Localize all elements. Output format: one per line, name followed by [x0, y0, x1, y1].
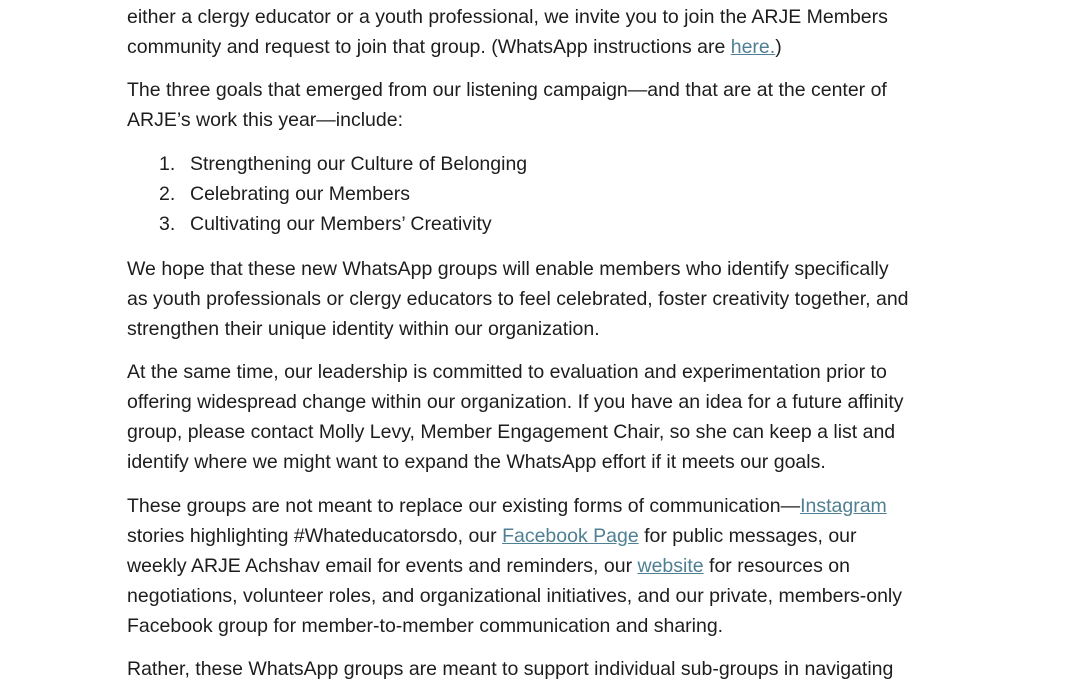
text-line: The three goals that emerged from our listening campaign—and that are at the center of [127, 79, 887, 101]
text-line: At the same time, our leadership is committed to evaluation and experimentation prior to [127, 361, 887, 383]
list-item [127, 149, 527, 179]
text-line: We hope that these new WhatsApp groups will enable members who identify specifically [127, 258, 889, 280]
text-line: ARJE’s work this year—include: [127, 109, 403, 131]
text-line: group, please contact Molly Levy, Member Engagement Chair, so she can keep a list and [127, 421, 896, 443]
text-line [127, 32, 888, 62]
text-segment: stories highlighting #Whateducatorsdo, our [127, 525, 503, 547]
text-segment: community and request to join that group. (WhatsApp instructions are [127, 36, 731, 58]
website-link[interactable]: website [637, 555, 704, 577]
whatsapp-instructions-link[interactable]: here. [730, 36, 776, 58]
text-segment: These groups are not meant to replace our existing forms of communication— [127, 495, 801, 517]
text-line [127, 521, 902, 551]
text-line: identify where we might want to expand the WhatsApp effort if it meets our goals. [127, 451, 826, 473]
list-item-text: Celebrating our Members [190, 183, 411, 205]
goals-list [127, 149, 527, 239]
paragraph-leadership [127, 357, 904, 477]
list-number: 2. [159, 183, 176, 205]
instagram-link[interactable]: Instagram [800, 495, 887, 517]
text-line: either a clergy educator or a youth professional, we invite you to join the ARJE Members [127, 6, 888, 28]
text-segment: ) [775, 36, 782, 58]
text-line: Rather, these WhatsApp groups are meant to support individual sub-groups in navigating [127, 658, 894, 680]
text-segment: for public messages, our [638, 525, 857, 547]
paragraph-rather [127, 654, 893, 684]
list-number: 1. [159, 153, 176, 175]
list-item-text: Cultivating our Members’ Creativity [190, 213, 492, 235]
text-line [127, 491, 902, 521]
text-segment: weekly ARJE Achshav email for events and reminders, our [127, 555, 638, 577]
list-number: 3. [159, 213, 176, 235]
list-item-text: Strengthening our Culture of Belonging [190, 153, 528, 175]
paragraph-goals [127, 75, 887, 135]
paragraph-hope [127, 254, 909, 344]
text-segment: for resources on [703, 555, 850, 577]
text-line: strengthen their unique identity within our organization. [127, 318, 600, 340]
text-line [127, 551, 902, 581]
facebook-page-link[interactable]: Facebook Page [502, 525, 639, 547]
text-line: negotiations, volunteer roles, and organizational initiatives, and our private, members-only [127, 585, 903, 607]
text-line: offering widespread change within our organization. If you have an idea for a future affinity [127, 391, 904, 413]
text-line: as youth professionals or clergy educators to feel celebrated, foster creativity together, and [127, 288, 909, 310]
paragraph-intro [127, 2, 888, 62]
list-item [127, 209, 527, 239]
text-line: Facebook group for member-to-member communication and sharing. [127, 615, 724, 637]
paragraph-groups [127, 491, 902, 641]
list-item [127, 179, 527, 209]
